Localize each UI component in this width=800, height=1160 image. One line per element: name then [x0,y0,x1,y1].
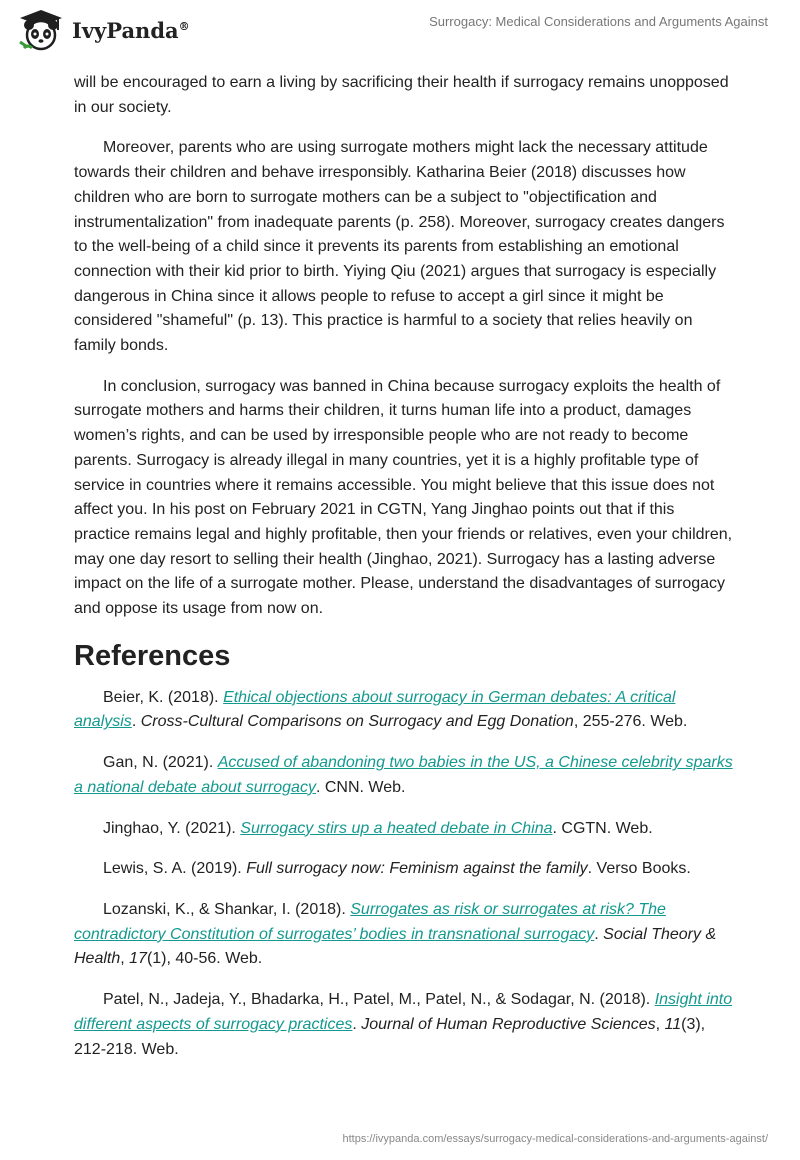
page-header [0,0,800,72]
reference-item: Lozanski, K., & Shankar, I. (2018). Surrogates as risk or surrogates at risk? The contradictory Constitution of surrogates’ bodies in transnational surrogacy. Social Theory & Health, 17(1), 40-56. Web. [74,900,717,968]
essay-content [74,71,734,1078]
reference-item: Jinghao, Y. (2021). Surrogacy stirs up a heated debate in China. CGTN. Web. [103,819,653,837]
reference-link[interactable]: Accused of abandoning two babies in the US, a Chinese celebrity sparks a national debate about surrogacy [74,754,733,796]
body-paragraph: will be encouraged to earn a living by sacrificing their health if surrogacy remains unopposed in our society. [74,74,729,116]
ivypanda-logo[interactable] [14,8,190,52]
document-title: Surrogacy: Medical Considerations and Arguments Against [429,14,768,29]
body-paragraph: In conclusion, surrogacy was banned in China because surrogacy exploits the health of surrogate mothers and harms their children, it turns human life into a product, damages women’s rights, and can be used by irresponsible people who are not ready to become parents. Surrogacy is already illegal in many countries, yet it is a highly profitable type of service in countries where it remains accessible. You might believe that this issue does not affect you. In his post on February 2021 in CGTN, Yang Jinghao points out that if this practice remains legal and highly profitable, then your friends or relatives, even your children, may one day resort to selling their health (Jinghao, 2021). Surrogacy has a lasting adverse impact on the life of a surrogate mother. Please, understand the disadvantages of surrogacy and oppose its usage from now on. [74,377,733,618]
references-heading: References [74,639,231,672]
brand-name: IvyPanda® [72,17,190,43]
reference-item: Gan, N. (2021). Accused of abandoning two babies in the US, a Chinese celebrity sparks a national debate about surrogacy. CNN. Web. [74,754,733,796]
reference-item: Patel, N., Jadeja, Y., Bhadarka, H., Patel, M., Patel, N., & Sodagar, N. (2018). Insight into different aspects of surrogacy practices. Journal of Human Reproductive Sciences, 11(3), 212-218. Web. [74,991,733,1058]
reference-link[interactable]: Surrogacy stirs up a heated debate in China [240,819,553,837]
body-paragraph: Moreover, parents who are using surrogate mothers might lack the necessary attitude towards their children and behave irresponsibly. Katharina Beier (2018) discusses how children who are born to surrogate mothers can be a subject to "objectification and instrumentalization" from inadequate parents (p. 258). Moreover, surrogacy creates dangers to the well-being of a child since it prevents its parents from establishing an emotional connection with their kid prior to birth. Yiying Qiu (2021) argues that surrogacy is especially dangerous in China since it allows people to refuse to accept a girl since it might be considered "shameful" (p. 13). This practice is harmful to a society that relies heavily on family bonds. [74,139,725,355]
reference-item: Lewis, S. A. (2019). Full surrogacy now: Feminism against the family. Verso Books. [103,860,691,878]
footer-url: https://ivypanda.com/essays/surrogacy-medical-considerations-and-arguments-against/ [342,1133,768,1145]
reference-link[interactable]: Surrogates as risk or surrogates at risk? The contradictory Constitution of surrogates’ bodies in transnational surrogacy [74,900,666,943]
reference-link[interactable]: Insight into different aspects of surrogacy practices [74,991,733,1033]
panda-icon [14,8,68,52]
reference-link[interactable]: Ethical objections about surrogacy in German debates: A critical analysis [74,688,676,731]
reference-item: Beier, K. (2018). Ethical objections about surrogacy in German debates: A critical analysis. Cross-Cultural Comparisons on Surrogacy and Egg Donation, 255-276. Web. [74,688,688,731]
